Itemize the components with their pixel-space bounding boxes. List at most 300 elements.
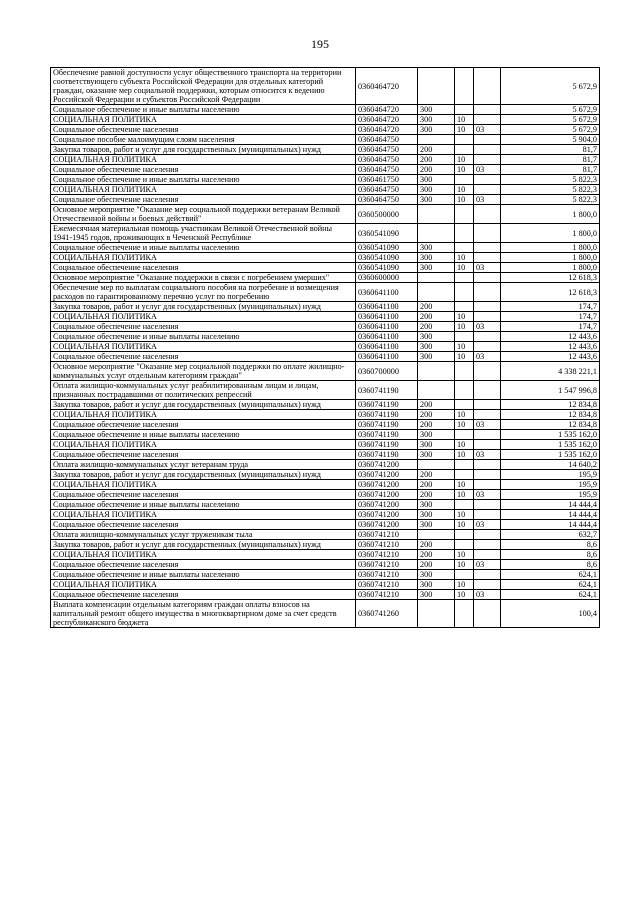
table-row [51, 510, 600, 520]
row-csr-code: 0360500000 [356, 205, 418, 224]
row-csr-code: 0360741210 [356, 530, 418, 540]
row-csr-code: 0360464750 [356, 155, 418, 165]
row-sum: 1 535 162,0 [501, 430, 600, 440]
row-name: СОЦИАЛЬНАЯ ПОЛИТИКА [51, 185, 356, 195]
row-rz-code: 10 [455, 420, 474, 430]
row-csr-code: 0360741210 [356, 570, 418, 580]
table-row [51, 450, 600, 460]
table-row [51, 420, 600, 430]
row-name: Основное мероприятие "Оказание мер социальной поддержки по оплате жилищно-коммунальных услуг отдельным категориям граждан" [51, 362, 356, 381]
row-sum: 174,7 [501, 322, 600, 332]
row-csr-code: 0360741190 [356, 410, 418, 420]
row-csr-code: 0360741210 [356, 590, 418, 600]
row-vr-code: 200 [418, 470, 455, 480]
row-rz-code [455, 570, 474, 580]
table-row [51, 332, 600, 342]
row-csr-code: 0360741200 [356, 510, 418, 520]
row-name: Социальное обеспечение населения [51, 263, 356, 273]
row-rz-code [455, 68, 474, 105]
row-rz-code [455, 205, 474, 224]
row-pr-code: 03 [474, 420, 501, 430]
row-csr-code: 0360741190 [356, 381, 418, 400]
row-vr-code: 200 [418, 165, 455, 175]
table-row [51, 302, 600, 312]
row-pr-code [474, 105, 501, 115]
table-row [51, 195, 600, 205]
row-rz-code [455, 381, 474, 400]
row-sum: 1 800,0 [501, 253, 600, 263]
table-row [51, 580, 600, 590]
row-name: СОЦИАЛЬНАЯ ПОЛИТИКА [51, 410, 356, 420]
row-pr-code [474, 480, 501, 490]
row-pr-code: 03 [474, 450, 501, 460]
row-sum: 632,7 [501, 530, 600, 540]
row-rz-code: 10 [455, 165, 474, 175]
row-pr-code: 03 [474, 520, 501, 530]
row-csr-code: 0360464750 [356, 135, 418, 145]
row-pr-code [474, 224, 501, 243]
row-rz-code [455, 135, 474, 145]
row-vr-code: 200 [418, 420, 455, 430]
row-csr-code: 0360741200 [356, 460, 418, 470]
row-vr-code: 300 [418, 125, 455, 135]
table-row [51, 500, 600, 510]
table-row [51, 362, 600, 381]
row-pr-code [474, 312, 501, 322]
row-sum: 12 618,3 [501, 273, 600, 283]
row-pr-code [474, 342, 501, 352]
table-row [51, 490, 600, 500]
row-name: СОЦИАЛЬНАЯ ПОЛИТИКА [51, 253, 356, 263]
row-name: Социальное обеспечение и иные выплаты населению [51, 500, 356, 510]
row-rz-code: 10 [455, 115, 474, 125]
row-sum: 8,6 [501, 540, 600, 550]
row-pr-code [474, 115, 501, 125]
row-pr-code [474, 510, 501, 520]
row-name: Основное мероприятие "Оказание мер социальной поддержки ветеранам Великой Отечественной войны и боевых действий" [51, 205, 356, 224]
row-sum: 12 834,8 [501, 410, 600, 420]
row-csr-code: 0360464720 [356, 115, 418, 125]
row-pr-code [474, 185, 501, 195]
row-pr-code [474, 205, 501, 224]
row-name: Социальное обеспечение населения [51, 520, 356, 530]
row-sum: 14 444,4 [501, 500, 600, 510]
row-name: Основное мероприятие "Оказание поддержки в связи с погребением умерших" [51, 273, 356, 283]
row-sum: 5 672,9 [501, 115, 600, 125]
row-sum: 14 444,4 [501, 520, 600, 530]
row-pr-code [474, 540, 501, 550]
row-vr-code: 300 [418, 352, 455, 362]
row-vr-code: 200 [418, 322, 455, 332]
row-rz-code: 10 [455, 440, 474, 450]
table-row [51, 283, 600, 302]
table-row [51, 550, 600, 560]
row-vr-code: 200 [418, 145, 455, 155]
row-sum: 195,9 [501, 490, 600, 500]
row-rz-code [455, 283, 474, 302]
row-sum: 100,4 [501, 600, 600, 628]
row-pr-code [474, 600, 501, 628]
row-vr-code: 300 [418, 430, 455, 440]
row-pr-code [474, 410, 501, 420]
row-rz-code [455, 460, 474, 470]
row-sum: 5 672,9 [501, 68, 600, 105]
row-vr-code: 200 [418, 312, 455, 322]
row-vr-code: 300 [418, 450, 455, 460]
row-csr-code: 0360741210 [356, 540, 418, 550]
row-name: СОЦИАЛЬНАЯ ПОЛИТИКА [51, 510, 356, 520]
row-pr-code [474, 430, 501, 440]
row-rz-code [455, 175, 474, 185]
row-sum: 624,1 [501, 570, 600, 580]
row-name: Социальное обеспечение и иные выплаты населению [51, 175, 356, 185]
table-row [51, 470, 600, 480]
row-sum: 5 822,3 [501, 175, 600, 185]
row-rz-code: 10 [455, 410, 474, 420]
row-rz-code [455, 430, 474, 440]
row-sum: 1 800,0 [501, 224, 600, 243]
row-csr-code: 0360641100 [356, 322, 418, 332]
row-sum: 174,7 [501, 302, 600, 312]
row-sum: 5 904,0 [501, 135, 600, 145]
row-rz-code: 10 [455, 155, 474, 165]
row-pr-code: 03 [474, 560, 501, 570]
row-sum: 5 822,3 [501, 195, 600, 205]
row-vr-code [418, 600, 455, 628]
row-pr-code: 03 [474, 165, 501, 175]
table-row [51, 273, 600, 283]
row-sum: 5 672,9 [501, 105, 600, 115]
row-pr-code: 03 [474, 195, 501, 205]
row-pr-code [474, 283, 501, 302]
row-rz-code [455, 362, 474, 381]
row-pr-code [474, 500, 501, 510]
table-row [51, 530, 600, 540]
row-vr-code: 300 [418, 440, 455, 450]
row-name: Социальное обеспечение и иные выплаты населению [51, 105, 356, 115]
table-row [51, 352, 600, 362]
table-row [51, 263, 600, 273]
row-csr-code: 0360641100 [356, 312, 418, 322]
row-rz-code: 10 [455, 520, 474, 530]
row-name: Социальное обеспечение населения [51, 590, 356, 600]
row-rz-code: 10 [455, 352, 474, 362]
row-rz-code: 10 [455, 195, 474, 205]
row-rz-code: 10 [455, 510, 474, 520]
row-csr-code: 0360741200 [356, 480, 418, 490]
row-vr-code [418, 460, 455, 470]
row-name: СОЦИАЛЬНАЯ ПОЛИТИКА [51, 155, 356, 165]
row-pr-code [474, 550, 501, 560]
row-pr-code [474, 460, 501, 470]
row-vr-code: 200 [418, 550, 455, 560]
table-row [51, 560, 600, 570]
row-name: Социальное обеспечение населения [51, 490, 356, 500]
row-vr-code: 200 [418, 410, 455, 420]
row-vr-code: 300 [418, 175, 455, 185]
row-csr-code: 0360741200 [356, 500, 418, 510]
row-vr-code: 300 [418, 115, 455, 125]
row-name: СОЦИАЛЬНАЯ ПОЛИТИКА [51, 550, 356, 560]
row-pr-code [474, 580, 501, 590]
table-row [51, 440, 600, 450]
table-row [51, 600, 600, 628]
row-pr-code: 03 [474, 322, 501, 332]
row-name: СОЦИАЛЬНАЯ ПОЛИТИКА [51, 342, 356, 352]
row-sum: 1 547 996,8 [501, 381, 600, 400]
row-csr-code: 0360741190 [356, 450, 418, 460]
row-vr-code: 300 [418, 520, 455, 530]
row-sum: 12 834,8 [501, 420, 600, 430]
row-rz-code: 10 [455, 490, 474, 500]
row-csr-code: 0360741210 [356, 580, 418, 590]
row-rz-code [455, 243, 474, 253]
row-pr-code: 03 [474, 590, 501, 600]
row-vr-code [418, 273, 455, 283]
row-rz-code [455, 530, 474, 540]
table-row [51, 410, 600, 420]
row-vr-code: 300 [418, 510, 455, 520]
row-name: Закупка товаров, работ и услуг для государственных (муниципальных) нужд [51, 540, 356, 550]
row-rz-code: 10 [455, 560, 474, 570]
row-vr-code [418, 68, 455, 105]
row-name: СОЦИАЛЬНАЯ ПОЛИТИКА [51, 480, 356, 490]
table-row [51, 115, 600, 125]
row-rz-code [455, 224, 474, 243]
row-vr-code [418, 362, 455, 381]
row-vr-code: 300 [418, 105, 455, 115]
row-sum: 195,9 [501, 480, 600, 490]
row-csr-code: 0360741200 [356, 490, 418, 500]
row-vr-code: 300 [418, 342, 455, 352]
row-pr-code [474, 440, 501, 450]
row-name: Закупка товаров, работ и услуг для государственных (муниципальных) нужд [51, 470, 356, 480]
table-row [51, 185, 600, 195]
row-vr-code: 300 [418, 500, 455, 510]
table-row [51, 165, 600, 175]
row-sum: 12 834,8 [501, 400, 600, 410]
row-sum: 1 535 162,0 [501, 440, 600, 450]
row-name: Социальное обеспечение населения [51, 560, 356, 570]
row-csr-code: 0360541090 [356, 224, 418, 243]
table-row [51, 312, 600, 322]
row-vr-code: 200 [418, 490, 455, 500]
row-name: СОЦИАЛЬНАЯ ПОЛИТИКА [51, 312, 356, 322]
row-sum: 1 800,0 [501, 263, 600, 273]
row-sum: 14 444,4 [501, 510, 600, 520]
row-sum: 14 640,2 [501, 460, 600, 470]
row-rz-code [455, 400, 474, 410]
row-sum: 81,7 [501, 155, 600, 165]
table-row [51, 590, 600, 600]
budget-table [50, 67, 600, 628]
row-name: Социальное обеспечение населения [51, 165, 356, 175]
row-vr-code: 300 [418, 570, 455, 580]
row-pr-code [474, 530, 501, 540]
row-csr-code: 0360464750 [356, 195, 418, 205]
row-pr-code [474, 135, 501, 145]
row-vr-code: 200 [418, 155, 455, 165]
row-name: Оплата жилищно-коммунальных услуг ветеранам труда [51, 460, 356, 470]
row-pr-code [474, 155, 501, 165]
row-rz-code: 10 [455, 253, 474, 263]
row-name: Обеспечение равной доступности услуг общественного транспорта на территории соответствующего субъекта Российской Федерации для отдельных категорий граждан, оказание мер социальной поддержки, которым относится к ведению Российской Федерации и субъектов Российской Федерации [51, 68, 356, 105]
row-rz-code: 10 [455, 580, 474, 590]
row-vr-code: 300 [418, 185, 455, 195]
row-rz-code: 10 [455, 590, 474, 600]
row-pr-code [474, 570, 501, 580]
table-row [51, 430, 600, 440]
table-row [51, 381, 600, 400]
row-name: Социальное обеспечение и иные выплаты населению [51, 243, 356, 253]
row-csr-code: 0360741190 [356, 400, 418, 410]
row-vr-code [418, 381, 455, 400]
row-pr-code [474, 68, 501, 105]
row-name: Оплата жилищно-коммунальных услуг реабилитированным лицам и лицам, признанных пострадавшими от политических репрессий [51, 381, 356, 400]
row-rz-code: 10 [455, 185, 474, 195]
row-csr-code: 0360641100 [356, 302, 418, 312]
row-name: Закупка товаров, работ и услуг для государственных (муниципальных) нужд [51, 145, 356, 155]
row-rz-code: 10 [455, 342, 474, 352]
row-pr-code [474, 381, 501, 400]
row-rz-code: 10 [455, 125, 474, 135]
row-csr-code: 0360700000 [356, 362, 418, 381]
table-row [51, 243, 600, 253]
row-rz-code: 10 [455, 480, 474, 490]
row-csr-code: 0360541090 [356, 243, 418, 253]
row-name: Закупка товаров, работ и услуг для государственных (муниципальных) нужд [51, 400, 356, 410]
row-csr-code: 0360741210 [356, 550, 418, 560]
row-pr-code [474, 175, 501, 185]
row-rz-code: 10 [455, 550, 474, 560]
row-vr-code [418, 283, 455, 302]
row-vr-code: 300 [418, 263, 455, 273]
row-sum: 5 672,9 [501, 125, 600, 135]
row-csr-code: 0360464750 [356, 185, 418, 195]
row-rz-code: 10 [455, 450, 474, 460]
row-name: СОЦИАЛЬНАЯ ПОЛИТИКА [51, 440, 356, 450]
row-rz-code [455, 302, 474, 312]
row-sum: 195,9 [501, 470, 600, 480]
table-row [51, 224, 600, 243]
row-pr-code [474, 273, 501, 283]
row-csr-code: 0360741190 [356, 440, 418, 450]
table-row [51, 125, 600, 135]
row-pr-code: 03 [474, 490, 501, 500]
row-name: Социальное обеспечение населения [51, 125, 356, 135]
table-row [51, 400, 600, 410]
row-rz-code [455, 105, 474, 115]
row-vr-code: 300 [418, 332, 455, 342]
row-csr-code: 0360464720 [356, 68, 418, 105]
page-number: 195 [311, 37, 329, 51]
row-name: Социальное обеспечение и иные выплаты населению [51, 332, 356, 342]
row-sum: 624,1 [501, 580, 600, 590]
row-name: Социальное обеспечение и иные выплаты населению [51, 430, 356, 440]
row-csr-code: 0360600000 [356, 273, 418, 283]
row-csr-code: 0360641100 [356, 352, 418, 362]
row-pr-code [474, 332, 501, 342]
table-row [51, 175, 600, 185]
row-pr-code: 03 [474, 263, 501, 273]
table-row [51, 155, 600, 165]
row-name: СОЦИАЛЬНАЯ ПОЛИТИКА [51, 580, 356, 590]
row-csr-code: 0360741190 [356, 430, 418, 440]
row-csr-code: 0360641100 [356, 332, 418, 342]
row-name: Закупка товаров, работ и услуг для государственных (муниципальных) нужд [51, 302, 356, 312]
row-pr-code [474, 145, 501, 155]
row-csr-code: 0360461750 [356, 175, 418, 185]
row-rz-code: 10 [455, 322, 474, 332]
row-rz-code [455, 500, 474, 510]
row-pr-code [474, 470, 501, 480]
row-vr-code: 300 [418, 580, 455, 590]
row-pr-code [474, 400, 501, 410]
row-pr-code [474, 362, 501, 381]
row-name: Социальное обеспечение населения [51, 450, 356, 460]
row-rz-code [455, 600, 474, 628]
row-csr-code: 0360741200 [356, 520, 418, 530]
row-name: Социальное обеспечение населения [51, 195, 356, 205]
table-row [51, 322, 600, 332]
row-vr-code: 200 [418, 400, 455, 410]
row-csr-code: 0360541090 [356, 263, 418, 273]
row-vr-code: 300 [418, 243, 455, 253]
table-row [51, 540, 600, 550]
row-sum: 1 535 162,0 [501, 450, 600, 460]
row-name: Социальное обеспечение населения [51, 420, 356, 430]
row-vr-code [418, 135, 455, 145]
row-csr-code: 0360741210 [356, 560, 418, 570]
row-sum: 624,1 [501, 590, 600, 600]
row-csr-code: 0360741200 [356, 470, 418, 480]
row-vr-code [418, 530, 455, 540]
row-name: Социальное пособие малоимущим слоям населения [51, 135, 356, 145]
row-sum: 12 618,3 [501, 283, 600, 302]
row-vr-code: 300 [418, 195, 455, 205]
table-row [51, 68, 600, 105]
row-rz-code [455, 145, 474, 155]
row-name: Обеспечение мер по выплатам социального пособия на погребение и возмещения расходов по гарантированному перечню услуг по погребению [51, 283, 356, 302]
row-name: Выплата компенсации отдельным категориям граждан оплаты взносов на капитальный ремонт общего имущества в многоквартирном доме за счет средств республиканского бюджета [51, 600, 356, 628]
row-rz-code [455, 470, 474, 480]
row-csr-code: 0360464750 [356, 165, 418, 175]
row-sum: 81,7 [501, 145, 600, 155]
row-name: Социальное обеспечение населения [51, 352, 356, 362]
table-row [51, 135, 600, 145]
row-csr-code: 0360641100 [356, 283, 418, 302]
row-pr-code: 03 [474, 352, 501, 362]
row-csr-code: 0360464720 [356, 125, 418, 135]
table-row [51, 480, 600, 490]
row-csr-code: 0360741190 [356, 420, 418, 430]
table-row [51, 520, 600, 530]
row-sum: 12 443,6 [501, 352, 600, 362]
row-sum: 4 338 221,1 [501, 362, 600, 381]
table-row [51, 253, 600, 263]
row-vr-code: 200 [418, 480, 455, 490]
row-csr-code: 0360741260 [356, 600, 418, 628]
row-csr-code: 0360541090 [356, 253, 418, 263]
row-sum: 174,7 [501, 312, 600, 322]
row-sum: 8,6 [501, 560, 600, 570]
row-rz-code [455, 540, 474, 550]
row-sum: 1 800,0 [501, 243, 600, 253]
row-csr-code: 0360641100 [356, 342, 418, 352]
budget-table-body [51, 68, 600, 628]
row-sum: 12 443,6 [501, 342, 600, 352]
row-rz-code [455, 273, 474, 283]
